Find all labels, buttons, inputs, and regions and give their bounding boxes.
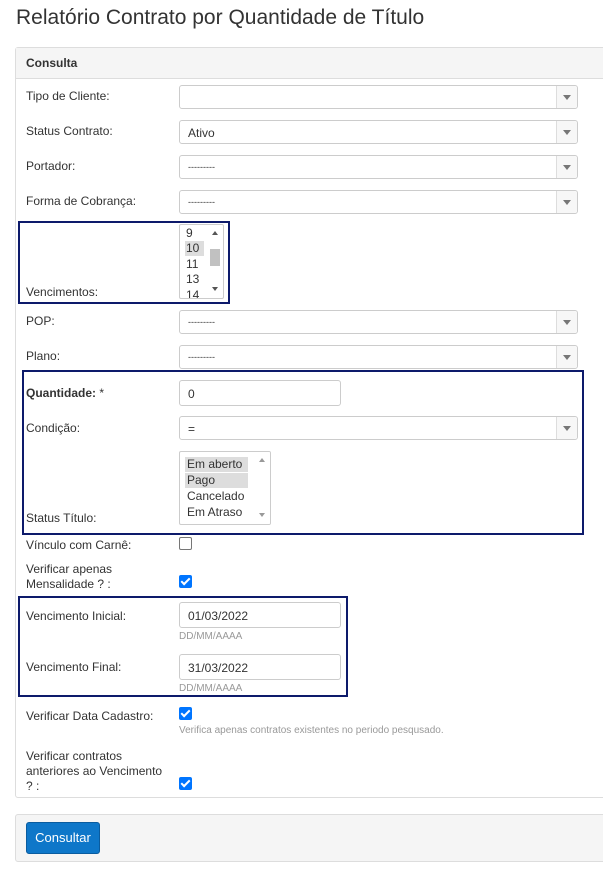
status-titulo-option[interactable]: Em aberto: [185, 457, 248, 472]
verificar-mensalidade-label-line2: Mensalidade ? :: [26, 577, 111, 591]
vencimento-option[interactable]: 14: [186, 288, 200, 299]
chevron-down-icon: [556, 156, 577, 178]
vencimento-inicial-hint: DD/MM/AAAA: [179, 631, 243, 642]
status-titulo-option[interactable]: Em Atraso: [187, 505, 243, 519]
tipo-cliente-label: Tipo de Cliente:: [26, 89, 110, 103]
verificar-data-cadastro-help: Verifica apenas contratos existentes no periodo pesqusado.: [179, 725, 444, 736]
forma-cobranca-label: Forma de Cobrança:: [26, 194, 137, 208]
scrollbar-thumb[interactable]: [210, 249, 220, 266]
vencimento-final-label: Vencimento Final:: [26, 660, 122, 674]
condicao-select[interactable]: [179, 416, 578, 440]
consultar-button[interactable]: Consultar: [26, 822, 100, 854]
verificar-contratos-label-line2: anteriores ao Vencimento: [26, 764, 163, 778]
verificar-mensalidade-checkbox[interactable]: [179, 575, 192, 588]
status-contrato-value: Ativo: [188, 126, 215, 140]
vencimentos-listbox[interactable]: [179, 224, 224, 299]
vencimento-final-input[interactable]: [179, 654, 341, 680]
vencimento-option[interactable]: 10: [185, 241, 204, 256]
pop-label: POP:: [26, 314, 55, 328]
vencimento-inicial-input[interactable]: [179, 602, 341, 628]
pop-select[interactable]: [179, 310, 578, 334]
scroll-up-arrow-icon[interactable]: [212, 231, 218, 235]
chevron-down-icon: [556, 121, 577, 143]
status-titulo-label: Status Título:: [26, 511, 97, 525]
form-actions-bar: [15, 814, 603, 862]
chevron-down-icon: [556, 86, 577, 108]
verificar-data-cadastro-checkbox[interactable]: [179, 707, 192, 720]
plano-value: ---------: [188, 352, 215, 362]
condicao-label: Condição:: [26, 421, 81, 435]
status-contrato-select[interactable]: [179, 120, 578, 144]
tipo-cliente-select[interactable]: [179, 85, 578, 109]
vencimento-inicial-value: 01/03/2022: [188, 609, 249, 623]
scroll-down-arrow-icon[interactable]: [259, 513, 265, 517]
condicao-value: =: [188, 422, 196, 436]
status-titulo-option[interactable]: Cancelado: [187, 489, 245, 503]
verificar-data-cadastro-label: Verificar Data Cadastro:: [26, 709, 154, 723]
quantidade-input[interactable]: [179, 380, 341, 406]
vencimento-inicial-label: Vencimento Inicial:: [26, 609, 127, 623]
vencimento-final-value: 31/03/2022: [188, 661, 249, 675]
chevron-down-icon: [556, 346, 577, 368]
vencimento-option[interactable]: 9: [186, 226, 193, 240]
page-title: Relatório Contrato por Quantidade de Título: [16, 6, 425, 29]
status-titulo-listbox[interactable]: [179, 451, 271, 525]
plano-select[interactable]: [179, 345, 578, 369]
scroll-up-arrow-icon[interactable]: [259, 458, 265, 462]
vencimentos-scrollbar[interactable]: [208, 225, 222, 298]
pop-value: ---------: [188, 317, 215, 327]
quantidade-value: 0: [188, 387, 195, 401]
vinculo-carne-label: Vínculo com Carnê:: [26, 538, 132, 552]
panel-header: [16, 48, 603, 79]
status-contrato-label: Status Contrato:: [26, 124, 113, 138]
vencimento-option[interactable]: 11: [186, 257, 199, 271]
verificar-mensalidade-label-line1: Verificar apenas: [26, 562, 113, 576]
chevron-down-icon: [556, 417, 577, 439]
status-titulo-option[interactable]: Pago: [185, 473, 248, 488]
verificar-contratos-anteriores-label: [26, 749, 162, 794]
required-asterisk: *: [99, 386, 105, 400]
verificar-contratos-anteriores-checkbox[interactable]: [179, 777, 192, 790]
vencimentos-label: Vencimentos:: [26, 285, 99, 299]
verificar-contratos-label-line1: Verificar contratos: [26, 749, 123, 763]
vencimento-option[interactable]: 13: [186, 272, 200, 286]
quantidade-label-text: Quantidade:: [26, 386, 97, 400]
panel-title: Consulta: [26, 56, 78, 70]
vencimento-final-hint: DD/MM/AAAA: [179, 683, 243, 694]
vinculo-carne-checkbox[interactable]: [179, 537, 192, 550]
plano-label: Plano:: [26, 349, 61, 363]
verificar-mensalidade-label: [26, 562, 112, 592]
verificar-contratos-label-line3: ? :: [26, 779, 40, 793]
chevron-down-icon: [556, 311, 577, 333]
portador-value: ---------: [188, 162, 215, 172]
portador-select[interactable]: [179, 155, 578, 179]
status-titulo-scrollbar[interactable]: [255, 452, 270, 524]
forma-cobranca-value: ---------: [188, 197, 215, 207]
portador-label: Portador:: [26, 159, 76, 173]
quantidade-label: [26, 386, 104, 401]
forma-cobranca-select[interactable]: [179, 190, 578, 214]
scroll-down-arrow-icon[interactable]: [212, 287, 218, 291]
chevron-down-icon: [556, 191, 577, 213]
